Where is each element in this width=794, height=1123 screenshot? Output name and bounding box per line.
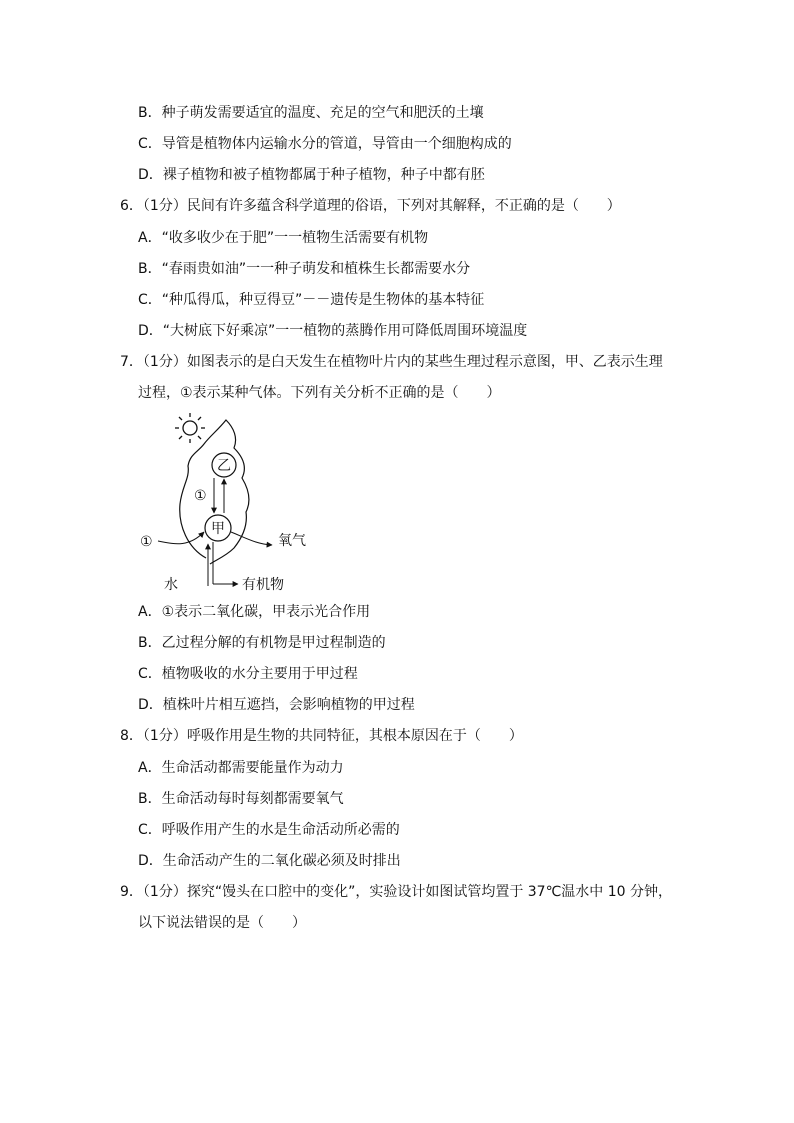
q6-option-b: B．“春雨贵如油”一一种子萌发和植株生长都需要水分 xyxy=(138,261,471,277)
sun-icon xyxy=(175,413,205,443)
q8-option-c: C．呼吸作用产生的水是生命活动所必需的 xyxy=(138,822,400,838)
q5-option-c: C．导管是植物体内运输水分的管道，导管由一个细胞构成的 xyxy=(138,136,512,152)
q5-option-d: D．裸子植物和被子植物都属于种子植物，种子中都有胚 xyxy=(138,167,485,183)
water-label: 水 xyxy=(164,577,178,593)
q7-option-a: A．①表示二氧化碳，甲表示光合作用 xyxy=(138,604,371,620)
gas-outer-label: ① xyxy=(140,534,153,550)
q5-option-b: B．种子萌发需要适宜的温度、充足的空气和肥沃的土壤 xyxy=(138,105,484,121)
q6-stem: 6．（1分）民间有许多蕴含科学道理的俗语，下列对其解释，不正确的是（ ） xyxy=(120,198,621,214)
q8-option-d: D．生命活动产生的二氧化碳必须及时排出 xyxy=(138,853,401,869)
q6-option-c: C．“种瓜得瓜，种豆得豆”－－遗传是生物体的基本特征 xyxy=(138,292,485,308)
q8-option-a: A．生命活动都需要能量作为动力 xyxy=(138,760,344,776)
q6-option-d: D．“大树底下好乘凉”一一植物的蒸腾作用可降低周围环境温度 xyxy=(138,323,528,339)
q6-option-a: A．“收多收少在于肥”一一植物生活需要有机物 xyxy=(138,230,429,246)
organic-matter-label: 有机物 xyxy=(242,577,284,593)
q7-option-b: B．乙过程分解的有机物是甲过程制造的 xyxy=(138,635,386,651)
q9-stem-line1: 9．（1分）探究“馒头在口腔中的变化”，实验设计如图试管均置于 37℃温水中 10 分钟， xyxy=(120,884,673,900)
leaf-process-diagram xyxy=(138,408,318,598)
q8-option-b: B．生命活动每时每刻都需要氧气 xyxy=(138,791,344,807)
process-jia-label: 甲 xyxy=(211,521,225,537)
gas-inner-label: ① xyxy=(194,488,207,504)
q8-stem: 8．（1分）呼吸作用是生物的共同特征，其根本原因在于（ ） xyxy=(120,728,523,744)
q7-option-c: C．植物吸收的水分主要用于甲过程 xyxy=(138,666,358,682)
process-yi-label: 乙 xyxy=(217,458,231,474)
q7-stem-line1: 7．（1分）如图表示的是白天发生在植物叶片内的某些生理过程示意图，甲、乙表示生理 xyxy=(120,354,663,370)
q7-stem-line2: 过程，①表示某种气体。下列有关分析不正确的是（ ） xyxy=(138,385,501,401)
q9-stem-line2: 以下说法错误的是（ ） xyxy=(138,915,306,931)
oxygen-label: 氧气 xyxy=(278,533,306,549)
q7-option-d: D．植株叶片相互遮挡，会影响植物的甲过程 xyxy=(138,697,415,713)
